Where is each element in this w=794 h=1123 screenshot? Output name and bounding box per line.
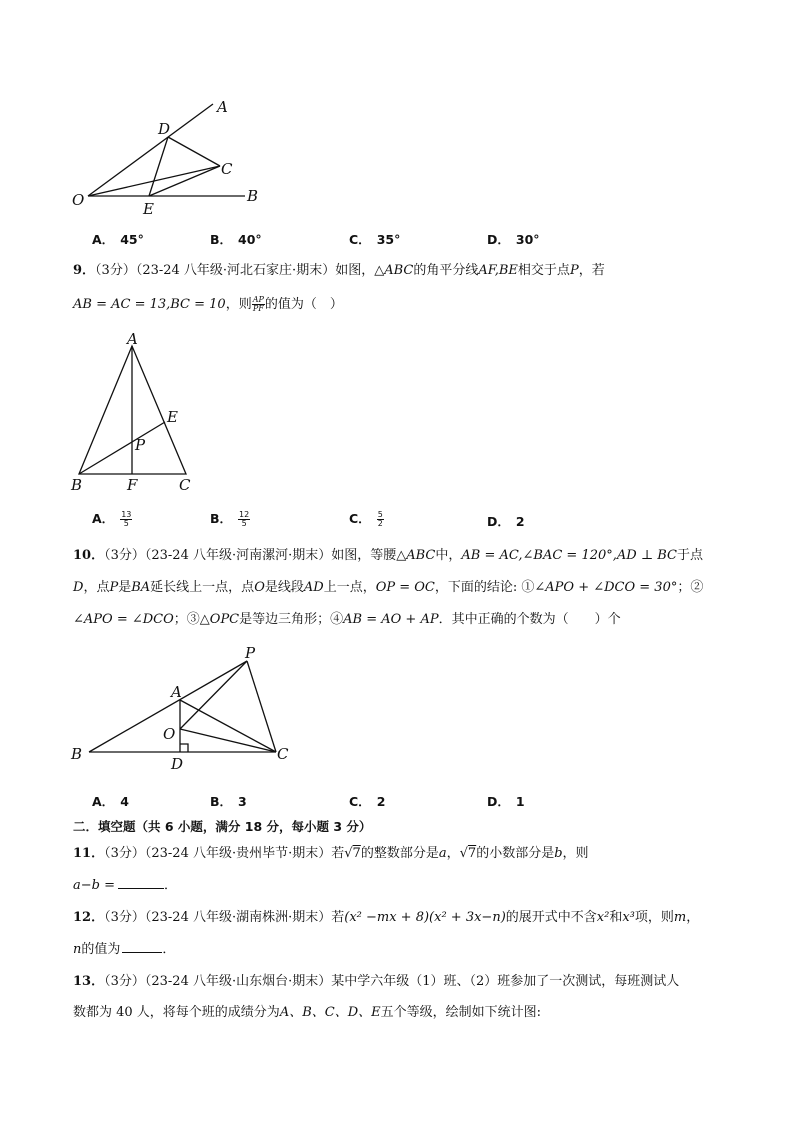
label-A: A: [127, 330, 138, 348]
label-B: B: [247, 187, 259, 205]
sqrt-symbol: √: [459, 846, 468, 861]
label-B: B: [71, 745, 83, 763]
q9-option-a[interactable]: A． $\frac{13}{5}$: [92, 510, 132, 528]
q10-option-a[interactable]: A． 4: [92, 794, 129, 809]
label-C: C: [179, 476, 191, 494]
label-D: D: [171, 755, 184, 773]
q8-option-a[interactable]: A． 45°: [92, 232, 144, 247]
q12-line-1: 12．（3分）（23-24 八年级·湖南株洲·期末）若(x² −mx + 8)(x² + 3x−n)的展开式中不含x²和x³项，则m，: [73, 910, 700, 925]
q8-option-c[interactable]: C． 35°: [349, 232, 401, 247]
sqrt-symbol: √: [344, 846, 353, 861]
q9-figure: [62, 330, 212, 496]
segment-EC: [149, 166, 220, 196]
q10-option-d[interactable]: D． 1: [487, 794, 525, 809]
label-C: C: [221, 160, 233, 178]
q9-fraction: $\frac{AP}{PF}$: [252, 295, 264, 313]
q12-line-2: n的值为 ．: [73, 942, 176, 957]
label-F: F: [127, 476, 138, 494]
label-P: P: [135, 436, 146, 454]
label-A: A: [171, 683, 182, 701]
q10-option-b[interactable]: B． 3: [210, 794, 247, 809]
q11-line-2: a−b = ．: [73, 878, 178, 893]
q8-option-b[interactable]: B． 40°: [210, 232, 262, 247]
label-C: C: [277, 745, 289, 763]
q13-line-2: 数都为 40 人，将每个班的成绩分为A、B、C、D、E五个等级，绘制如下统计图:: [73, 1005, 542, 1020]
q12-answer-blank[interactable]: [122, 940, 162, 953]
q9-option-b[interactable]: B． $\frac{12}{5}$: [210, 510, 250, 528]
q13-line-1: 13．（3分）（23-24 八年级·山东烟台·期末）某中学六年级（1）班、（2）班参加了一次测试，每班测试人: [73, 974, 680, 989]
q9-line-2: AB = AC = 13,BC = 10，则 $\frac{AP}{PF}$ 的值为（ ）: [73, 295, 343, 313]
q11-answer-blank[interactable]: [118, 876, 164, 889]
q9-option-c[interactable]: C． $\frac{5}{2}$: [349, 510, 383, 528]
label-A: A: [217, 98, 228, 116]
q10-option-c[interactable]: C． 2: [349, 794, 386, 809]
q10-figure: [65, 640, 305, 775]
label-O: O: [72, 191, 85, 209]
section-heading-fill-in: 二．填空题（共 6 小题，满分 18 分，每小题 3 分）: [73, 819, 372, 834]
q10-line-1: 10．（3分）（23-24 八年级·河南漯河·期末）如图，等腰△ABC中，AB = AC,∠BAC = 120°,AD ⊥ BC于点: [73, 548, 703, 563]
label-O: O: [163, 725, 176, 743]
q10-line-3: ∠APO = ∠DCO；③△OPC是等边三角形；④AB = AO + AP．其中正确的个数为（ ）个: [73, 612, 621, 627]
q8-option-d[interactable]: D． 30°: [487, 232, 540, 247]
label-E: E: [167, 408, 178, 426]
q9-option-d[interactable]: D． 2: [487, 514, 525, 529]
label-E: E: [143, 200, 154, 218]
segment-OC: [180, 729, 276, 752]
q11-line-1: 11．（3分）（23-24 八年级·贵州毕节·期末）若√7的整数部分是a，√7的小数部分是b，则: [73, 846, 589, 861]
label-D: D: [158, 120, 171, 138]
segment-DE: [149, 137, 168, 196]
q9-line-1: 9．（3分）（23-24 八年级·河北石家庄·期末）如图，△ABC的角平分线AF,BE相交于点P，若: [73, 263, 605, 278]
q8-figure: [60, 92, 280, 222]
right-angle-mark: [180, 744, 188, 752]
q10-line-2: D，点P是BA延长线上一点，点O是线段AD上一点，OP = OC，下面的结论: ①∠APO + ∠DCO = 30°；②: [73, 580, 704, 595]
segment-DC: [168, 137, 220, 166]
label-B: B: [71, 476, 83, 494]
segment-BE: [79, 422, 165, 474]
label-P: P: [245, 644, 256, 662]
